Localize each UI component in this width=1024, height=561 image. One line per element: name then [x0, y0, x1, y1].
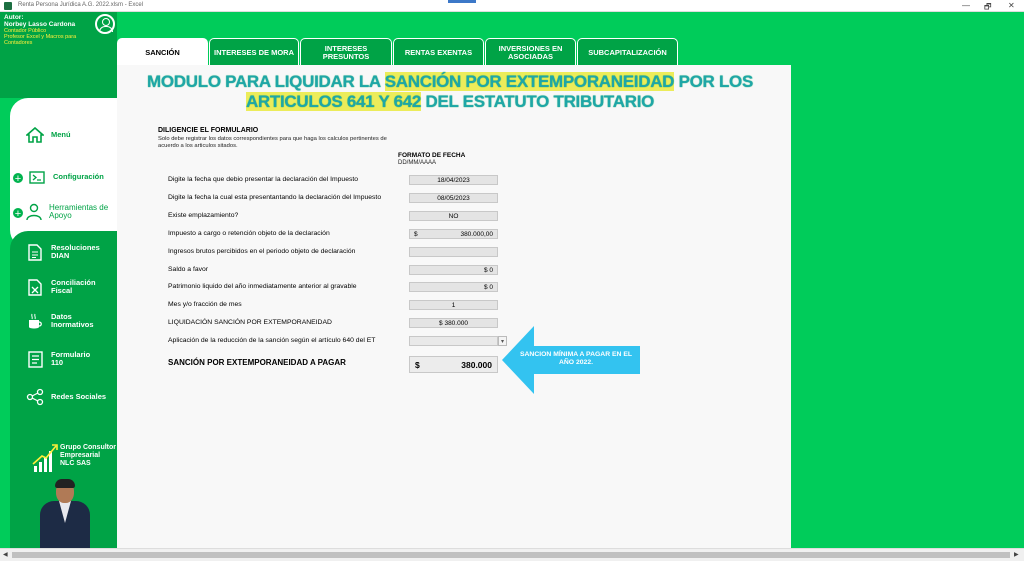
- author-block: [4, 14, 96, 46]
- author-label: Autor:: [4, 14, 24, 21]
- impuesto-value: 380.000,00: [460, 230, 493, 238]
- sidebar-item-label: Conciliación Fiscal: [51, 278, 96, 295]
- author-role: Contador Público: [4, 28, 47, 34]
- close-button[interactable]: ✕: [1008, 1, 1015, 10]
- ingresos-input[interactable]: [409, 247, 498, 257]
- window-title: Renta Persona Jurídica A.G. 2022.xlsm - Excel: [18, 2, 144, 8]
- home-icon: [26, 126, 44, 144]
- expand-plus-icon[interactable]: +: [12, 172, 24, 184]
- sidebar-item-formulario[interactable]: [26, 350, 101, 368]
- sidebar-item-redes[interactable]: [26, 388, 106, 406]
- sidebar-item-datos[interactable]: [26, 312, 106, 330]
- minimize-button[interactable]: —: [962, 1, 970, 10]
- instructions-text: Solo debe registrar los datos correspondientes para que haga los calculos pertinentes de acuerdo a los articulos sitados.: [158, 136, 387, 149]
- sidebar-item-label: Datos Inormativos: [51, 312, 94, 329]
- saldo-favor-value: $ 0: [409, 265, 498, 275]
- tab-inversiones-asociadas[interactable]: INVERSIONES EN ASOCIADAS: [485, 38, 576, 66]
- expand-plus-icon[interactable]: +: [12, 207, 24, 219]
- date-format-value: DD/MM/AAAA: [398, 160, 437, 166]
- currency-symbol: $: [415, 359, 420, 370]
- fecha-presentacion-input[interactable]: 08/05/2023: [409, 193, 498, 203]
- tab-subcapitalizacion[interactable]: SUBCAPITALIZACIÓN: [577, 38, 678, 66]
- author-name: Norbey Lasso Cardona: [4, 21, 76, 28]
- user-tools-icon: [26, 203, 42, 221]
- sidebar-item-label: Menú: [51, 130, 71, 139]
- emplazamiento-input[interactable]: NO: [409, 211, 498, 221]
- reduccion-select[interactable]: [409, 336, 498, 346]
- coffee-icon: [26, 312, 44, 330]
- company-logo-text: Grupo Consultor Empresarial NLC SAS: [60, 444, 116, 467]
- horizontal-scrollbar[interactable]: [0, 548, 1024, 561]
- tab-rentas-exentas[interactable]: RENTAS EXENTAS: [393, 38, 484, 66]
- terminal-icon: [28, 168, 46, 186]
- date-format-title: FORMATO DE FECHA: [398, 152, 466, 159]
- form-label-impuesto: Impuesto a cargo o retención objeto de la declaración: [168, 230, 330, 237]
- callout-text: SANCION MÍNIMA A PAGAR EN EL AÑO 2022.: [519, 351, 633, 366]
- scroll-right-icon[interactable]: ▶: [1014, 552, 1019, 558]
- form-label-fecha-debida: Digite la fecha que debio presentar la declaración del Impuesto: [168, 176, 359, 183]
- share-icon: [26, 388, 44, 406]
- instructions-title: DILIGENCIE EL FORMULARIO: [158, 127, 259, 134]
- form-label-ingresos: Ingresos brutos percibidos en el periodo objeto de declaración: [168, 248, 356, 255]
- sidebar-item-menu[interactable]: [26, 126, 71, 144]
- tab-intereses-mora[interactable]: INTERESES DE MORA: [209, 38, 299, 66]
- excel-icon: [4, 2, 12, 10]
- author-subtitle: Profesor Excel y Macros para Contadores: [4, 34, 77, 46]
- form-label-reduccion: Aplicación de la reducción de la sanción según el artículo 640 del ET: [168, 337, 376, 344]
- page-title: MODULO PARA LIQUIDAR LA SANCIÓN POR EXTEMPORANEIDAD POR LOS ARTICULOS 641 Y 642 DEL ESTATUTO TRIBUTARIO: [147, 72, 753, 111]
- restore-button[interactable]: 🗗: [984, 2, 992, 11]
- scrollbar-thumb[interactable]: [12, 552, 1010, 558]
- liquidacion-value: $ 380.000: [409, 318, 498, 328]
- sidebar-item-herramientas[interactable]: [26, 203, 116, 221]
- growth-chart-logo-icon: [32, 442, 58, 474]
- total-label: SANCIÓN POR EXTEMPORANEIDAD A PAGAR: [168, 358, 346, 367]
- title-progress-bar: [448, 0, 476, 3]
- excel-file-icon: [26, 278, 44, 296]
- user-circle-icon[interactable]: [95, 14, 115, 34]
- form-label-liquidacion: LIQUIDACIÓN SANCIÓN POR EXTEMPORANEIDAD: [168, 319, 332, 326]
- patrimonio-value: $ 0: [409, 282, 498, 292]
- sidebar-item-label: Resoluciones DIAN: [51, 243, 100, 260]
- form-label-saldo-favor: Saldo a favor: [168, 266, 209, 273]
- form-label-patrimonio: Patrimonio liquido del año inmediatamente anterior al gravable: [168, 283, 357, 290]
- sidebar-item-label: Redes Sociales: [51, 392, 107, 401]
- total-value-box: [409, 356, 498, 373]
- fecha-debida-input[interactable]: 18/04/2023: [409, 175, 498, 185]
- currency-symbol: $: [414, 230, 418, 238]
- sidebar-item-label: Herramientas de Apoyo: [49, 203, 109, 220]
- scroll-left-icon[interactable]: ◀: [3, 552, 8, 558]
- author-photo: [36, 477, 94, 549]
- sidebar-item-conciliacion[interactable]: [26, 278, 106, 296]
- chevron-down-icon[interactable]: ▾: [498, 336, 507, 346]
- sidebar-item-resoluciones[interactable]: [26, 243, 106, 261]
- sidebar-item-label: Formulario 110: [51, 350, 91, 367]
- total-value: 380.000: [461, 359, 492, 370]
- form-label-fecha-presentacion: Digite la fecha la cual esta presentantando la declaración del Impuesto: [168, 194, 382, 201]
- form-label-mes: Mes y/o fracción de mes: [168, 301, 242, 308]
- form-label-emplazamiento: Existe emplazamiento?: [168, 212, 239, 219]
- tab-sancion[interactable]: SANCIÓN: [117, 38, 208, 66]
- form-icon: [26, 350, 44, 368]
- tab-intereses-presuntos[interactable]: INTERESES PRESUNTOS: [300, 38, 392, 66]
- sidebar-item-configuracion[interactable]: [28, 168, 104, 186]
- impuesto-input[interactable]: [409, 229, 498, 239]
- window-titlebar: [0, 0, 1024, 12]
- sidebar-item-label: Configuración: [53, 172, 104, 181]
- mes-value: 1: [409, 300, 498, 310]
- document-icon: [26, 243, 44, 261]
